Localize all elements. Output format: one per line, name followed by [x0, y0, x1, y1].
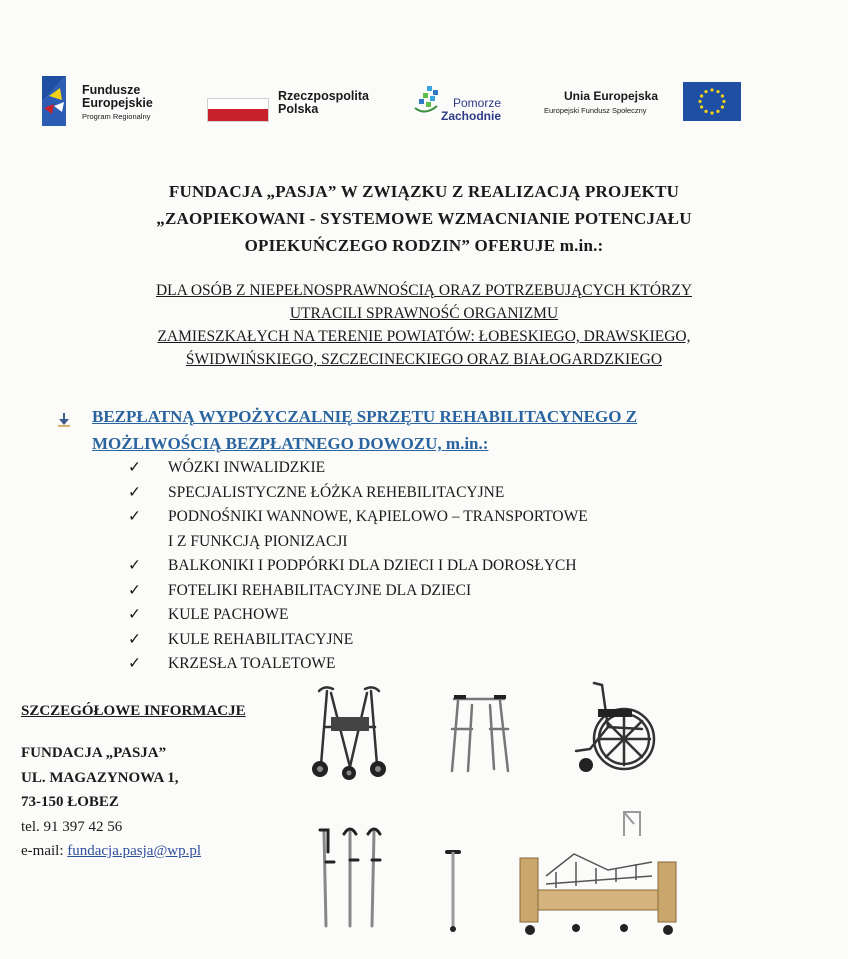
- contact-city: 73-150 ŁOBEZ: [21, 794, 119, 810]
- crutches-image: [314, 822, 384, 932]
- check-icon: ✓: [128, 483, 141, 501]
- polish-flag-icon: [207, 98, 269, 122]
- heading-line: OPIEKUŃCZEGO RODZIN” OFERUJE m.in.:: [244, 236, 604, 255]
- contact-phone: tel. 91 397 42 56: [21, 818, 123, 835]
- pomorze-label: Pomorze: [453, 96, 502, 110]
- walking-frame-image: [448, 693, 514, 775]
- contact-street: UL. MAGAZYNOWA 1,: [21, 769, 179, 786]
- check-icon: ✓: [128, 508, 141, 525]
- target-line: UTRACILI SPRAWNOŚĆ ORGANIZMU: [289, 305, 559, 322]
- program-regionalny-label: Program Regionalny: [82, 112, 151, 121]
- rollator-image: [305, 683, 393, 781]
- efs-label: Europejski Fundusz Społeczny: [544, 106, 647, 115]
- rehabilitation-bed-image: [516, 806, 680, 938]
- rzeczpospolita-polska-label: Rzeczpospolita Polska: [278, 89, 369, 116]
- heading-line: „ZAOPIEKOWANI - SYSTEMOWE WZMACNIANIE POTENCJAŁU: [156, 209, 692, 228]
- list-item: ✓ KULE PACHOWE: [128, 603, 588, 628]
- fundusze-europejskie-label: Fundusze Europejskie: [82, 83, 153, 110]
- arrow-bullet-icon: [58, 413, 70, 427]
- email-link[interactable]: fundacja.pasja@wp.pl: [67, 843, 202, 859]
- eu-flag-icon: [683, 82, 741, 121]
- contact-name: FUNDACJA „PASJA”: [21, 745, 167, 761]
- check-icon: ✓: [128, 581, 141, 599]
- list-item: ✓ WÓZKI INWALIDZKIE: [128, 456, 588, 481]
- list-item-continuation: I Z FUNKCJĄ PIONIZACJI: [168, 532, 348, 550]
- equipment-list: [128, 456, 588, 677]
- offer-line: BEZPŁATNĄ WYPOŻYCZALNIĘ SPRZĘTU REHABILITACYNEGO Z: [92, 407, 638, 426]
- check-icon: ✓: [128, 630, 141, 648]
- zachodnie-label: Zachodnie: [441, 109, 502, 123]
- target-line: DLA OSÓB Z NIEPEŁNOSPRAWNOŚCIĄ ORAZ POTRZEBUJĄCYCH KTÓRZY: [155, 282, 693, 299]
- list-item: ✓ FOTELIKI REHABILITACYJNE DLA DZIECI: [128, 579, 588, 604]
- wheelchair-image: [568, 679, 664, 775]
- contact-block: [21, 741, 201, 864]
- unia-europejska-label: Unia Europejska: [564, 89, 659, 103]
- offer-title: [92, 403, 637, 457]
- cane-image: [441, 848, 465, 932]
- list-item: ✓ KULE REHABILITACYJNE: [128, 628, 588, 653]
- target-group-text: [0, 279, 848, 371]
- contact-email-row: e-mail: fundacja.pasja@wp.pl: [21, 843, 202, 859]
- list-item: ✓ PODNOŚNIKI WANNOWE, KĄPIELOWO – TRANSPORTOWE: [128, 505, 588, 530]
- heading-line: FUNDACJA „PASJA” W ZWIĄZKU Z REALIZACJĄ PROJEKTU: [168, 182, 680, 201]
- target-line: ZAMIESZKAŁYCH NA TERENIE POWIATÓW: ŁOBESKIEGO, DRAWSKIEGO,: [157, 328, 691, 345]
- list-item: ✓ KRZESŁA TOALETOWE: [128, 652, 588, 677]
- check-icon: ✓: [128, 557, 141, 574]
- check-icon: ✓: [128, 655, 141, 672]
- target-line: ŚWIDWIŃSKIEGO, SZCZECINECKIEGO ORAZ BIAŁOGARDZKIEGO: [185, 351, 663, 368]
- fundusze-europejskie-logo: [40, 74, 74, 128]
- check-icon: ✓: [128, 459, 141, 476]
- project-heading: [0, 178, 848, 259]
- check-icon: ✓: [128, 606, 141, 623]
- list-item: ✓ SPECJALISTYCZNE ŁÓŻKA REHEBILITACYJNE: [128, 481, 588, 506]
- list-item: ✓ BALKONIKI I PODPÓRKI DLA DZIECI I DLA DOROSŁYCH: [128, 554, 588, 579]
- details-title: SZCZEGÓŁOWE INFORMACJE: [21, 703, 246, 719]
- offer-line: MOŻLIWOŚCIĄ BEZPŁATNEGO DOWOZU, m.in.:: [92, 434, 489, 453]
